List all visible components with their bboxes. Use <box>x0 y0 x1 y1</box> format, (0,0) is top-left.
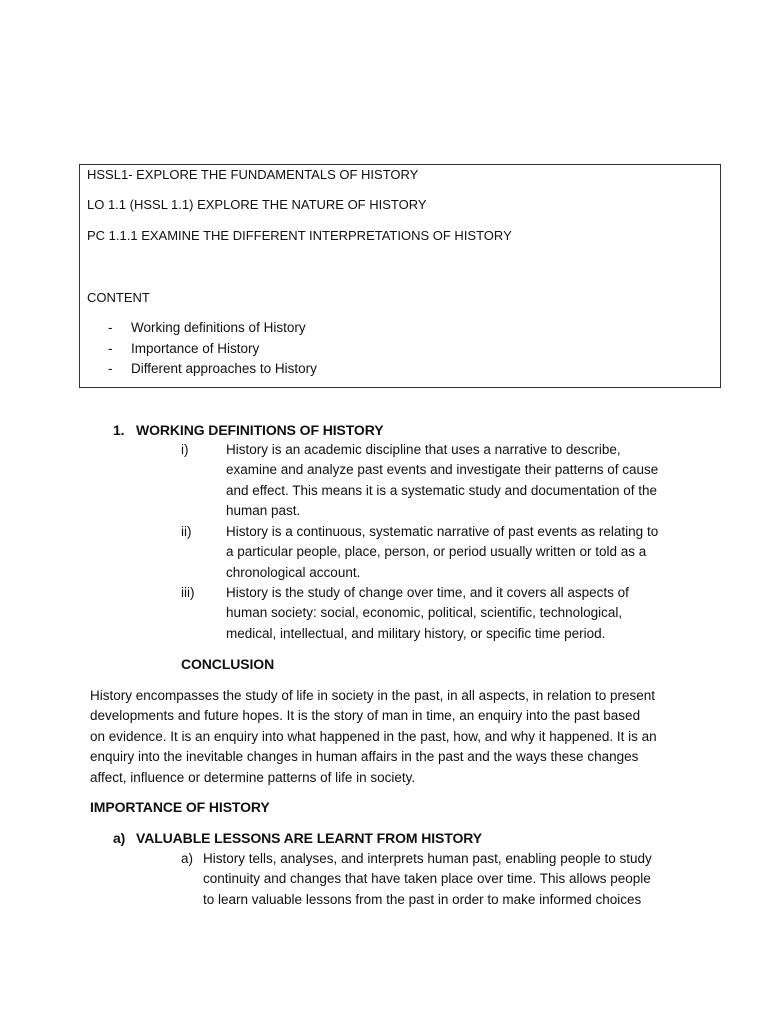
dash-bullet: - <box>108 341 113 356</box>
subheading-marker: a) <box>113 830 126 846</box>
performance-criteria: PC 1.1.1 EXAMINE THE DIFFERENT INTERPRETATIONS OF HISTORY <box>87 228 512 243</box>
subheading-title: VALUABLE LESSONS ARE LEARNT FROM HISTORY <box>136 830 483 846</box>
importance-heading: IMPORTANCE OF HISTORY <box>90 799 270 815</box>
section-number: 1. <box>113 422 125 438</box>
list-marker: ii) <box>181 524 192 539</box>
list-marker: a) <box>181 851 194 866</box>
conclusion-heading: CONCLUSION <box>181 656 275 672</box>
importance-item: History tells, analyses, and interprets human past, enabling people to study continuity and changes that have taken place over time. This allows people to learn valuable lessons from the past in order to make informed choices <box>203 851 652 907</box>
conclusion-paragraph: History encompasses the study of life in society in the past, in all aspects, in relation to present developments and future hopes. It is the story of man in time, an enquiry into the past based on evidence. It is an enquiry into what happened in the past, how, and why it happened. It is an enquiry into the inevitable changes in human affairs in the past and the ways these changes affect, influence or determine patterns of life in society. <box>90 688 657 785</box>
definition-item: History is the study of change over time, and it covers all aspects of human society: social, economic, political, scientific, technological, medical, intellectual, and military history, or specific time period. <box>226 585 629 641</box>
unit-title: HSSL1- EXPLORE THE FUNDAMENTALS OF HISTORY <box>87 167 419 182</box>
header-box <box>79 164 721 388</box>
learning-outcome: LO 1.1 (HSSL 1.1) EXPLORE THE NATURE OF HISTORY <box>87 197 427 212</box>
dash-bullet: - <box>108 320 113 335</box>
content-label: CONTENT <box>87 290 150 305</box>
list-marker: iii) <box>181 585 195 600</box>
section-heading: WORKING DEFINITIONS OF HISTORY <box>136 422 384 438</box>
content-item: - Different approaches to History <box>108 361 317 376</box>
list-marker: i) <box>181 442 189 457</box>
definition-item: History is an academic discipline that uses a narrative to describe, examine and analyze past events and investigate their patterns of cause and effect. This means it is a systematic study and documentation of the human past. <box>226 442 659 519</box>
content-item: - Importance of History <box>108 341 260 356</box>
content-item: - Working definitions of History <box>108 320 306 335</box>
dash-bullet: - <box>108 361 113 376</box>
definition-item: History is a continuous, systematic narrative of past events as relating to a particular people, place, person, or period usually written or told as a chronological account. <box>226 524 659 580</box>
